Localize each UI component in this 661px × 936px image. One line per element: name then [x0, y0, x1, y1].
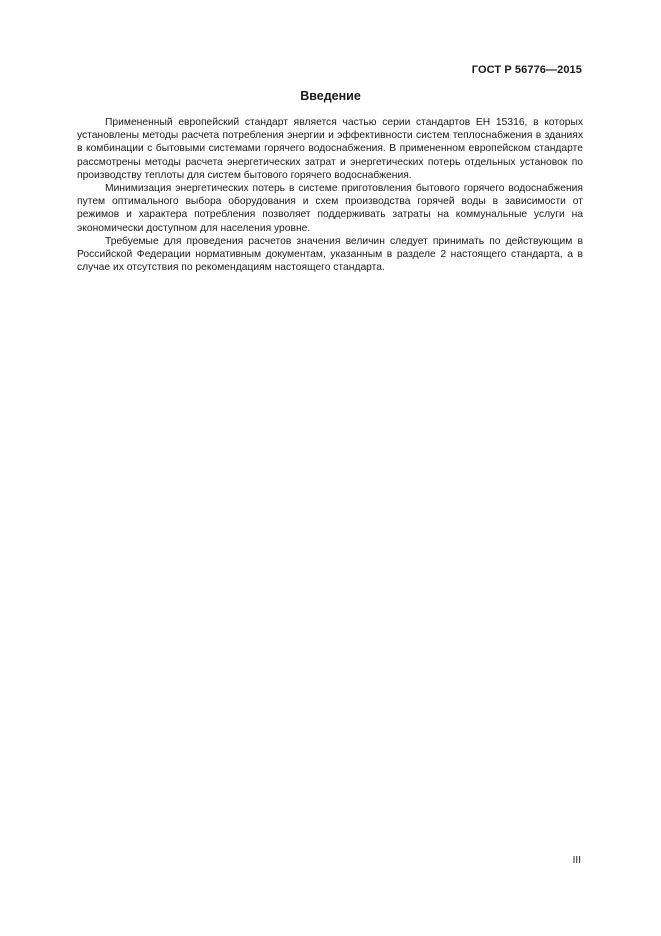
paragraph: Минимизация энергетических потерь в системе приготовления бытового горячего водоснабжения путем оптимального выбора оборудования и схем производства горячей воды в зависимости от режимов и характера потребления позволяет поддерживать затраты на коммунальные услуги на экономически доступном для населения уровне. — [77, 183, 583, 234]
section-title: Введение — [300, 89, 361, 103]
section-body — [77, 116, 583, 274]
document-code: ГОСТ Р 56776—2015 — [471, 64, 582, 76]
paragraph: Требуемые для проведения расчетов значения величин следует принимать по действующим в Российской Федерации нормативным документам, указанным в разделе 2 настоящего стандарта, а в случае их отсутствия по рекомендациям настоящего стандарта. — [77, 235, 583, 274]
page-number: III — [572, 855, 581, 866]
paragraph: Примененный европейский стандарт является частью серии стандартов ЕН 15316, в которых установлены методы расчета потребления энергии и эффективности систем теплоснабжения в зданиях в комбинации с бытовыми системами горячего водоснабжения. В примененном европейском стандарте рассмотрены методы расчета энергетических затрат и энергетических потерь отдельных установок по производству теплоты для систем бытового горячего водоснабжения. — [77, 117, 583, 181]
